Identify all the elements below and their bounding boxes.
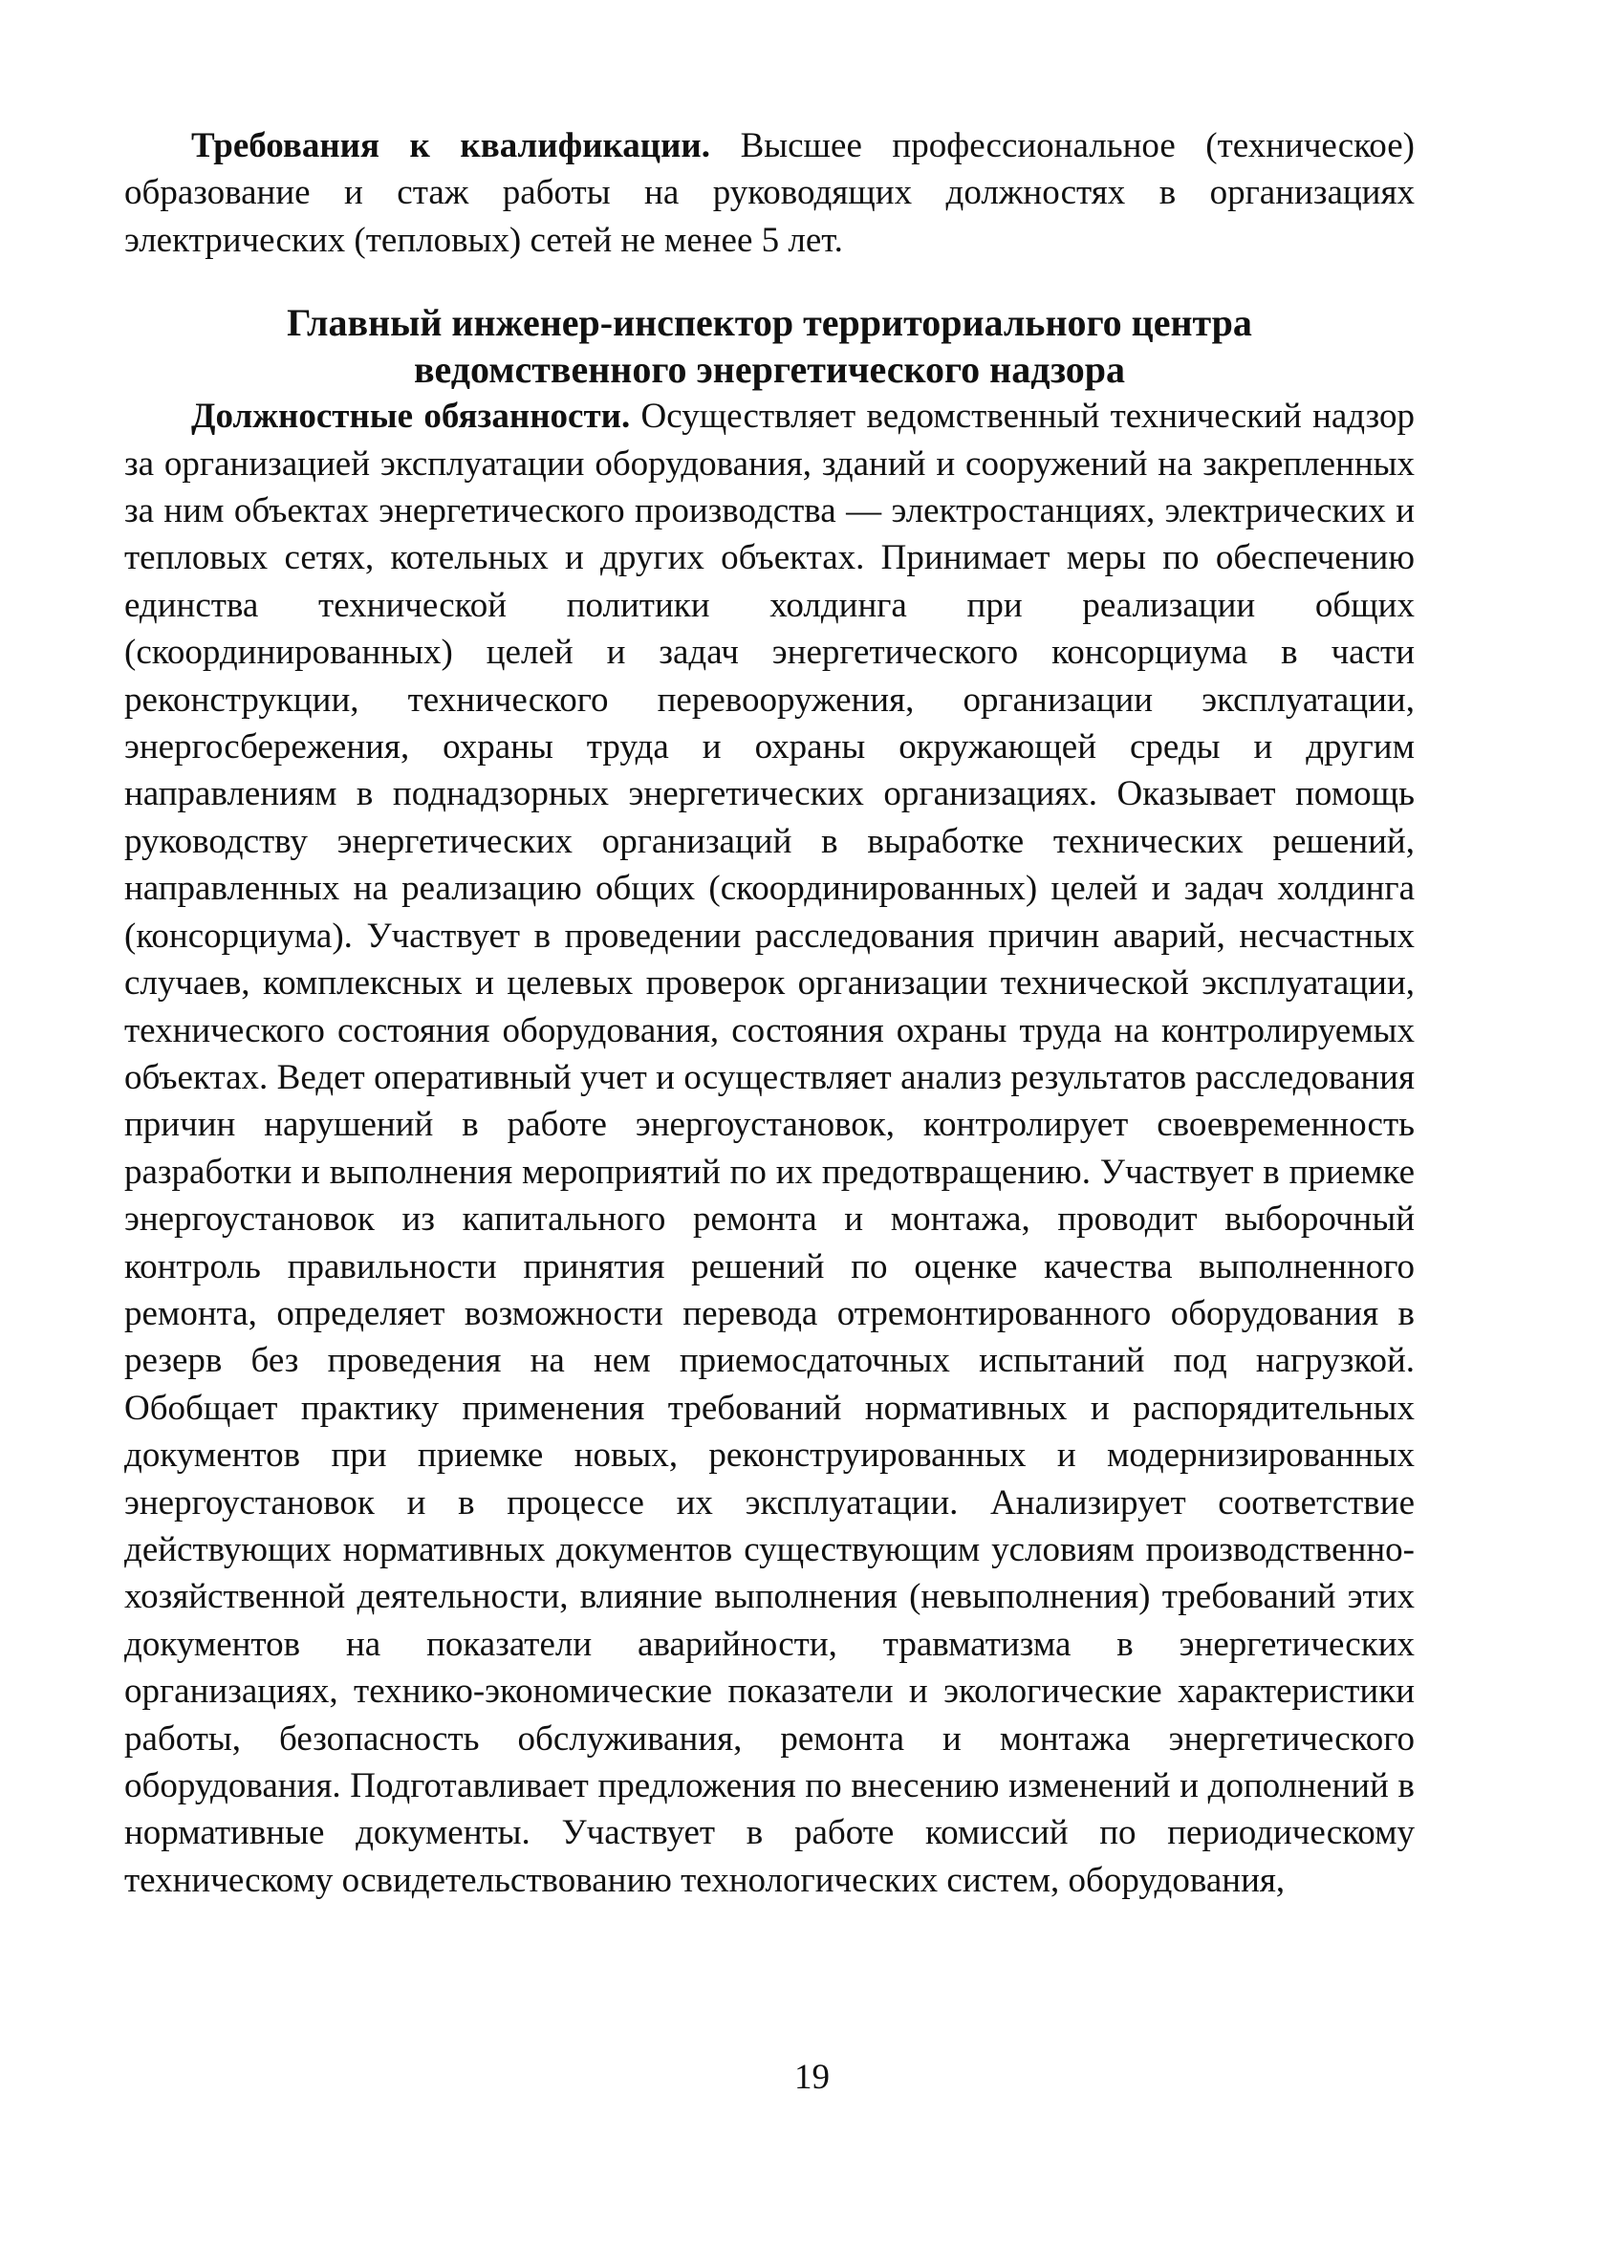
qualification-text: Высшее профессиональное (техническое) образование и стаж работы на руководящих должностях в организациях электрических (тепловых) сетей не менее 5 лет. (124, 126, 1415, 260)
section-heading (124, 299, 1415, 393)
duties-text: Осуществляет ведомственный технический надзор за организацией эксплуатации оборудования, зданий и сооружений на закрепленных за ним объектах энергетического производства — электростанциях, электрических и тепловых сетях, котельных и других объектах. Принимает меры по обеспечению единства технической политики холдинга при реализации общих (скоординированных) целей и задач энергетического консорциума в части реконструкции, технического перевооружения, организации эксплуатации, энергосбережения, охраны труда и охраны окружающей среды и другим направлениям в поднадзорных энергетических организациях. Оказывает помощь руководству энергетических организаций в выработке технических решений, направленных на реализацию общих (скоординированных) целей и задач холдинга (консорциума). Участвует в проведении расследования причин аварий, несчастных случаев, комплексных и целевых проверок организации технической эксплуатации, технического состояния оборудования, состояния охраны труда на контролируемых объектах. Ведет оперативный учет и осуществляет анализ результатов расследования причин нарушений в работе энергоустановок, контролирует своевременность разработки и выполнения мероприятий по их предотвращению. Участвует в приемке энергоустановок из капитального ремонта и монтажа, проводит выборочный контроль правильности принятия решений по оценке качества выполненного ремонта, определяет возможности перевода отремонтированного оборудования в резерв без проведения на нем приемосдаточных испытаний под нагрузкой. Обобщает практику применения требований нормативных и распорядительных документов при приемке новых, реконструированных и модернизированных энергоустановок и в процессе их эксплуатации. Анализирует соответствие действующих нормативных документов существующим условиям производственно-хозяйственной деятельности, влияние выполнения (невыполнения) требований этих документов на показатели аварийности, травматизма в энергетических организациях, технико-экономические показатели и экологические характеристики работы, безопасность обслуживания, ремонта и монтажа энергетического оборудования. Подготавливает предложения по внесению изменений и дополнений в нормативные документы. Участвует в работе комиссий по периодическому техническому освидетельствованию технологических систем, оборудования, (124, 397, 1415, 1900)
page-number: 19 (794, 2058, 830, 2097)
duties-paragraph (124, 393, 1415, 1904)
section-heading-line-2: ведомственного энергетического надзора (413, 348, 1126, 392)
duties-lead: Должностные обязанности. (191, 397, 631, 437)
section-heading-line-1: Главный инженер-инспектор территориального центра (287, 301, 1252, 345)
page-content (124, 122, 1415, 1904)
qualification-paragraph (124, 122, 1415, 264)
qualification-lead: Требования к квалификации. (191, 126, 711, 165)
